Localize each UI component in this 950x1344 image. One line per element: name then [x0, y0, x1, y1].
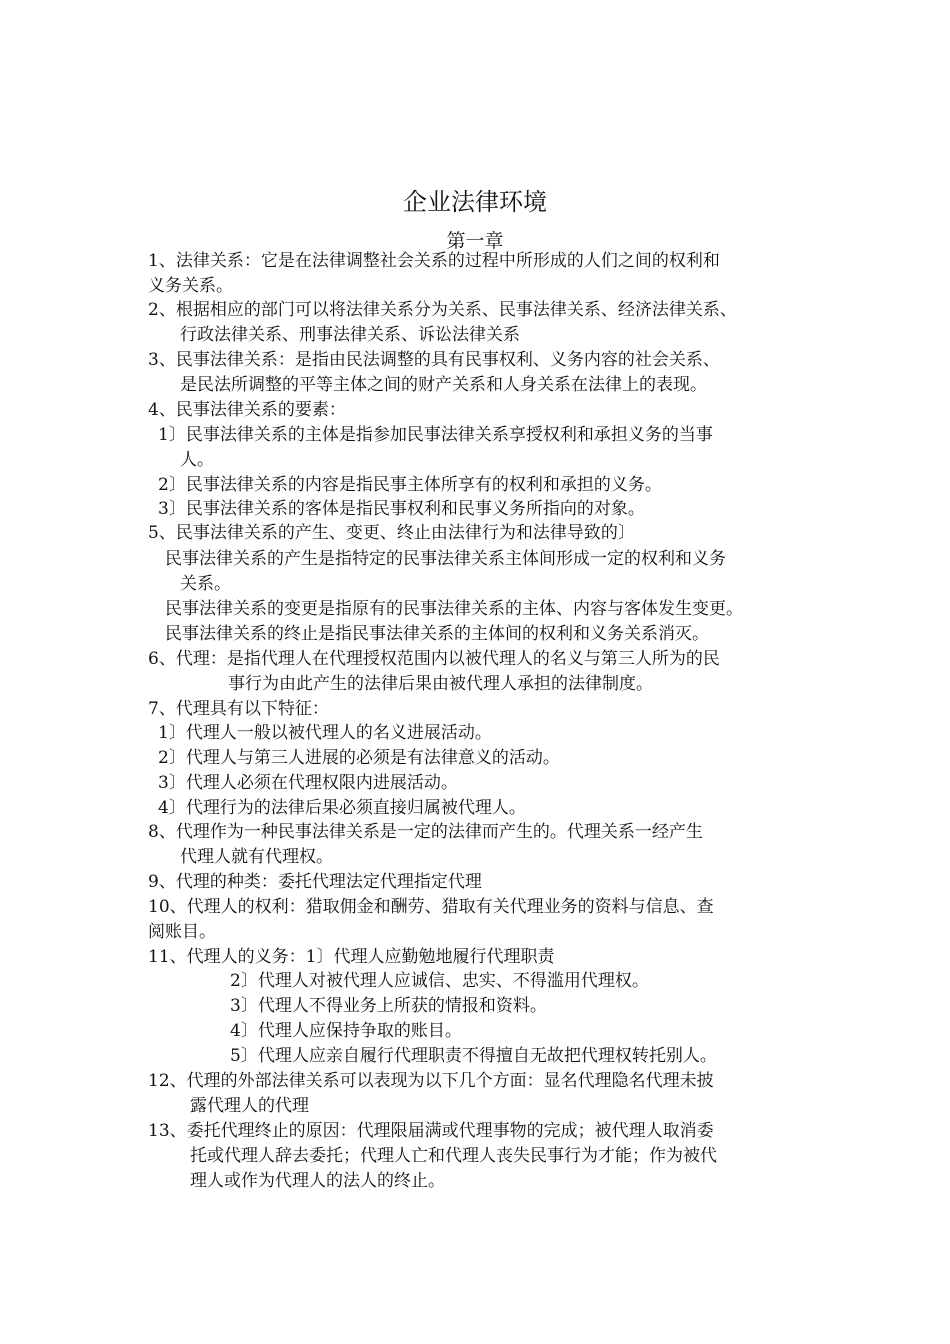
text-line: 阅账目。	[148, 922, 216, 942]
document-title: 企业法律环境	[403, 188, 547, 216]
text-line: 民事法律关系的产生是指特定的民事法律关系主体间形成一定的权利和义务	[165, 549, 726, 569]
text-line: 托或代理人辞去委托；代理人亡和代理人丧失民事行为才能；作为被代	[190, 1146, 717, 1166]
text-line: 11、代理人的义务：1〕代理人应勤勉地履行代理职责	[148, 947, 555, 967]
text-line: 3〕代理人不得业务上所获的情报和资料。	[230, 996, 547, 1016]
text-line: 2〕代理人对被代理人应诚信、忠实、不得滥用代理权。	[230, 971, 649, 991]
text-line: 7、代理具有以下特征：	[148, 699, 329, 719]
text-line: 民事法律关系的变更是指原有的民事法律关系的主体、内容与客体发生变更。	[165, 599, 743, 619]
text-line: 5〕代理人应亲自履行代理职责不得擅自无故把代理权转托别人。	[230, 1046, 717, 1066]
text-line: 3〕代理人必须在代理权限内进展活动。	[158, 773, 458, 793]
text-line: 2、根据相应的部门可以将法律关系分为关系、民事法律关系、经济法律关系、	[148, 300, 737, 320]
text-line: 13、委托代理终止的原因：代理限届满或代理事物的完成；被代理人取消委	[148, 1121, 714, 1141]
text-line: 5、民事法律关系的产生、变更、终止由法律行为和法律导致的〕	[148, 523, 635, 543]
text-line: 关系。	[180, 574, 231, 594]
text-line: 2〕代理人与第三人进展的必须是有法律意义的活动。	[158, 748, 560, 768]
text-line: 9、代理的种类：委托代理法定代理指定代理	[148, 872, 482, 892]
text-line: 人。	[180, 450, 214, 470]
text-line: 12、代理的外部法律关系可以表现为以下几个方面：显名代理隐名代理未披	[148, 1071, 714, 1091]
chapter-heading: 第一章	[446, 230, 504, 252]
text-line: 事行为由此产生的法律后果由被代理人承担的法律制度。	[228, 674, 653, 694]
text-line: 露代理人的代理	[190, 1096, 309, 1116]
text-line: 理人或作为代理人的法人的终止。	[190, 1171, 445, 1191]
text-line: 1、法律关系：它是在法律调整社会关系的过程中所形成的人们之间的权利和	[148, 251, 720, 271]
text-line: 4〕代理行为的法律后果必须直接归属被代理人。	[158, 798, 526, 818]
text-line: 1〕民事法律关系的主体是指参加民事法律关系享授权利和承担义务的当事	[158, 425, 713, 445]
text-line: 民事法律关系的终止是指民事法律关系的主体间的权利和义务关系消灭。	[165, 624, 709, 644]
text-line: 10、代理人的权利：猎取佣金和酬劳、猎取有关代理业务的资料与信息、查	[148, 897, 714, 917]
text-line: 代理人就有代理权。	[180, 847, 333, 867]
text-line: 8、代理作为一种民事法律关系是一定的法律而产生的。代理关系一经产生	[148, 822, 703, 842]
text-line: 4、民事法律关系的要素：	[148, 400, 346, 420]
text-line: 是民法所调整的平等主体之间的财产关系和人身关系在法律上的表现。	[180, 375, 707, 395]
text-line: 义务关系。	[148, 276, 233, 296]
text-line: 1〕代理人一般以被代理人的名义进展活动。	[158, 723, 492, 743]
text-line: 2〕民事法律关系的内容是指民事主体所享有的权利和承担的义务。	[158, 475, 662, 495]
text-line: 3〕民事法律关系的客体是指民事权利和民事义务所指向的对象。	[158, 499, 645, 519]
text-line: 3、民事法律关系：是指由民法调整的具有民事权利、义务内容的社会关系、	[148, 350, 720, 370]
text-line: 4〕代理人应保持争取的账目。	[230, 1021, 462, 1041]
text-line: 行政法律关系、刑事法律关系、诉讼法律关系	[180, 325, 520, 345]
text-line: 6、代理：是指代理人在代理授权范围内以被代理人的名义与第三人所为的民	[148, 649, 720, 669]
